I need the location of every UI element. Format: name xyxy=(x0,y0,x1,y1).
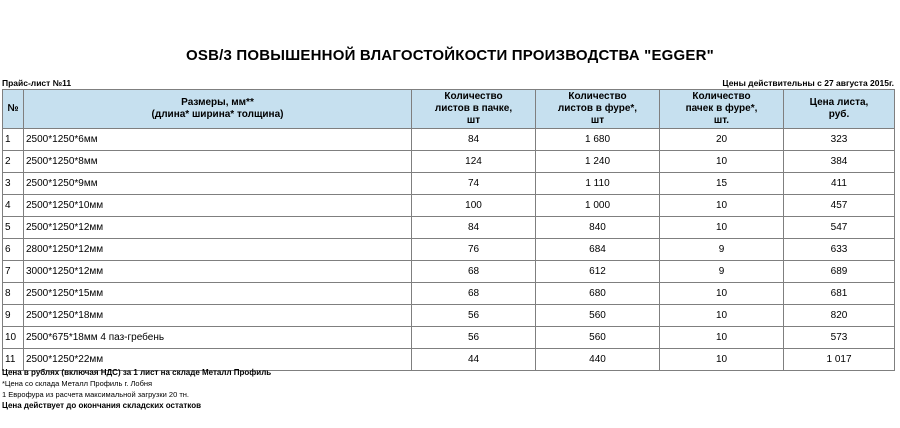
table-row xyxy=(3,195,895,217)
table-row xyxy=(3,283,895,305)
cell-sheets-per-truck: 612 xyxy=(536,261,660,283)
cell-price: 384 xyxy=(784,151,895,173)
cell-packs-per-truck: 10 xyxy=(660,283,784,305)
cell-num: 6 xyxy=(3,239,24,261)
cell-size: 2500*1250*6мм xyxy=(24,129,412,151)
cell-num: 5 xyxy=(3,217,24,239)
cell-num: 2 xyxy=(3,151,24,173)
cell-sheets-per-truck: 1 240 xyxy=(536,151,660,173)
cell-sheets-per-pack: 84 xyxy=(412,217,536,239)
cell-sheets-per-truck: 440 xyxy=(536,349,660,371)
header-sheets-per-pack: Количество листов в пачке, шт xyxy=(412,90,536,129)
header-sheets-per-truck: Количество листов в фуре*, шт xyxy=(536,90,660,129)
cell-sheets-per-truck: 560 xyxy=(536,327,660,349)
cell-sheets-per-truck: 1 680 xyxy=(536,129,660,151)
header-sheet-price: Цена листа, руб. xyxy=(784,90,895,129)
cell-num: 8 xyxy=(3,283,24,305)
cell-size: 2500*1250*15мм xyxy=(24,283,412,305)
cell-size: 2500*1250*9мм xyxy=(24,173,412,195)
cell-packs-per-truck: 10 xyxy=(660,349,784,371)
note-eurotruck: 1 Еврофура из расчета максимальной загрузки 20 тн. xyxy=(2,390,190,399)
cell-price: 323 xyxy=(784,129,895,151)
table-row xyxy=(3,305,895,327)
cell-num: 10 xyxy=(3,327,24,349)
cell-size: 2500*1250*10мм xyxy=(24,195,412,217)
cell-sheets-per-pack: 84 xyxy=(412,129,536,151)
validity-date: Цены действительны с 27 августа 2015г. xyxy=(722,78,894,88)
cell-size: 2500*1250*12мм xyxy=(24,217,412,239)
cell-packs-per-truck: 9 xyxy=(660,239,784,261)
header-packs-per-truck: Количество пачек в фуре*, шт. xyxy=(660,90,784,129)
note-price-vat: Цена в рублях (включая НДС) за 1 лист на складе Металл Профиль xyxy=(2,368,272,377)
footnotes xyxy=(2,367,882,411)
table-row xyxy=(3,217,895,239)
cell-sheets-per-truck: 1 000 xyxy=(536,195,660,217)
cell-num: 3 xyxy=(3,173,24,195)
cell-price: 681 xyxy=(784,283,895,305)
note-stock-validity: Цена действует до окончания складских остатков xyxy=(2,401,201,410)
header-num: № xyxy=(3,90,24,129)
cell-size: 2500*1250*18мм xyxy=(24,305,412,327)
cell-sheets-per-truck: 840 xyxy=(536,217,660,239)
cell-price: 820 xyxy=(784,305,895,327)
table-row xyxy=(3,327,895,349)
cell-sheets-per-pack: 74 xyxy=(412,173,536,195)
cell-size: 2800*1250*12мм xyxy=(24,239,412,261)
table-row xyxy=(3,151,895,173)
document-title: OSB/3 ПОВЫШЕННОЙ ВЛАГОСТОЙКОСТИ ПРОИЗВОДСТВА "EGGER" xyxy=(186,47,714,64)
cell-price: 411 xyxy=(784,173,895,195)
cell-price: 633 xyxy=(784,239,895,261)
cell-sheets-per-pack: 56 xyxy=(412,327,536,349)
cell-sheets-per-pack: 76 xyxy=(412,239,536,261)
cell-sheets-per-pack: 68 xyxy=(412,283,536,305)
table-header-row xyxy=(3,90,895,129)
cell-sheets-per-pack: 44 xyxy=(412,349,536,371)
cell-num: 11 xyxy=(3,349,24,371)
table-row xyxy=(3,129,895,151)
cell-num: 1 xyxy=(3,129,24,151)
table-row xyxy=(3,239,895,261)
cell-num: 9 xyxy=(3,305,24,327)
cell-sheets-per-pack: 56 xyxy=(412,305,536,327)
note-warehouse: *Цена со склада Металл Профиль г. Лобня xyxy=(2,379,153,388)
cell-sheets-per-truck: 680 xyxy=(536,283,660,305)
cell-sheets-per-pack: 100 xyxy=(412,195,536,217)
cell-sheets-per-pack: 124 xyxy=(412,151,536,173)
cell-price: 547 xyxy=(784,217,895,239)
cell-packs-per-truck: 10 xyxy=(660,195,784,217)
cell-packs-per-truck: 10 xyxy=(660,217,784,239)
cell-packs-per-truck: 15 xyxy=(660,173,784,195)
cell-sheets-per-truck: 1 110 xyxy=(536,173,660,195)
cell-price: 457 xyxy=(784,195,895,217)
cell-sheets-per-truck: 560 xyxy=(536,305,660,327)
cell-num: 4 xyxy=(3,195,24,217)
cell-packs-per-truck: 20 xyxy=(660,129,784,151)
pricelist-number: Прайс-лист №11 xyxy=(2,78,72,88)
price-table xyxy=(2,89,895,371)
cell-price: 573 xyxy=(784,327,895,349)
cell-packs-per-truck: 10 xyxy=(660,151,784,173)
table-row xyxy=(3,261,895,283)
table-row xyxy=(3,173,895,195)
cell-num: 7 xyxy=(3,261,24,283)
cell-packs-per-truck: 10 xyxy=(660,305,784,327)
cell-size: 2500*675*18мм 4 паз-гребень xyxy=(24,327,412,349)
cell-packs-per-truck: 9 xyxy=(660,261,784,283)
cell-size: 2500*1250*8мм xyxy=(24,151,412,173)
cell-size: 3000*1250*12мм xyxy=(24,261,412,283)
cell-price: 689 xyxy=(784,261,895,283)
cell-price: 1 017 xyxy=(784,349,895,371)
cell-packs-per-truck: 10 xyxy=(660,327,784,349)
cell-size: 2500*1250*22мм xyxy=(24,349,412,371)
cell-sheets-per-truck: 684 xyxy=(536,239,660,261)
header-size: Размеры, мм** (длина* ширина* толщина) xyxy=(24,90,412,129)
cell-sheets-per-pack: 68 xyxy=(412,261,536,283)
